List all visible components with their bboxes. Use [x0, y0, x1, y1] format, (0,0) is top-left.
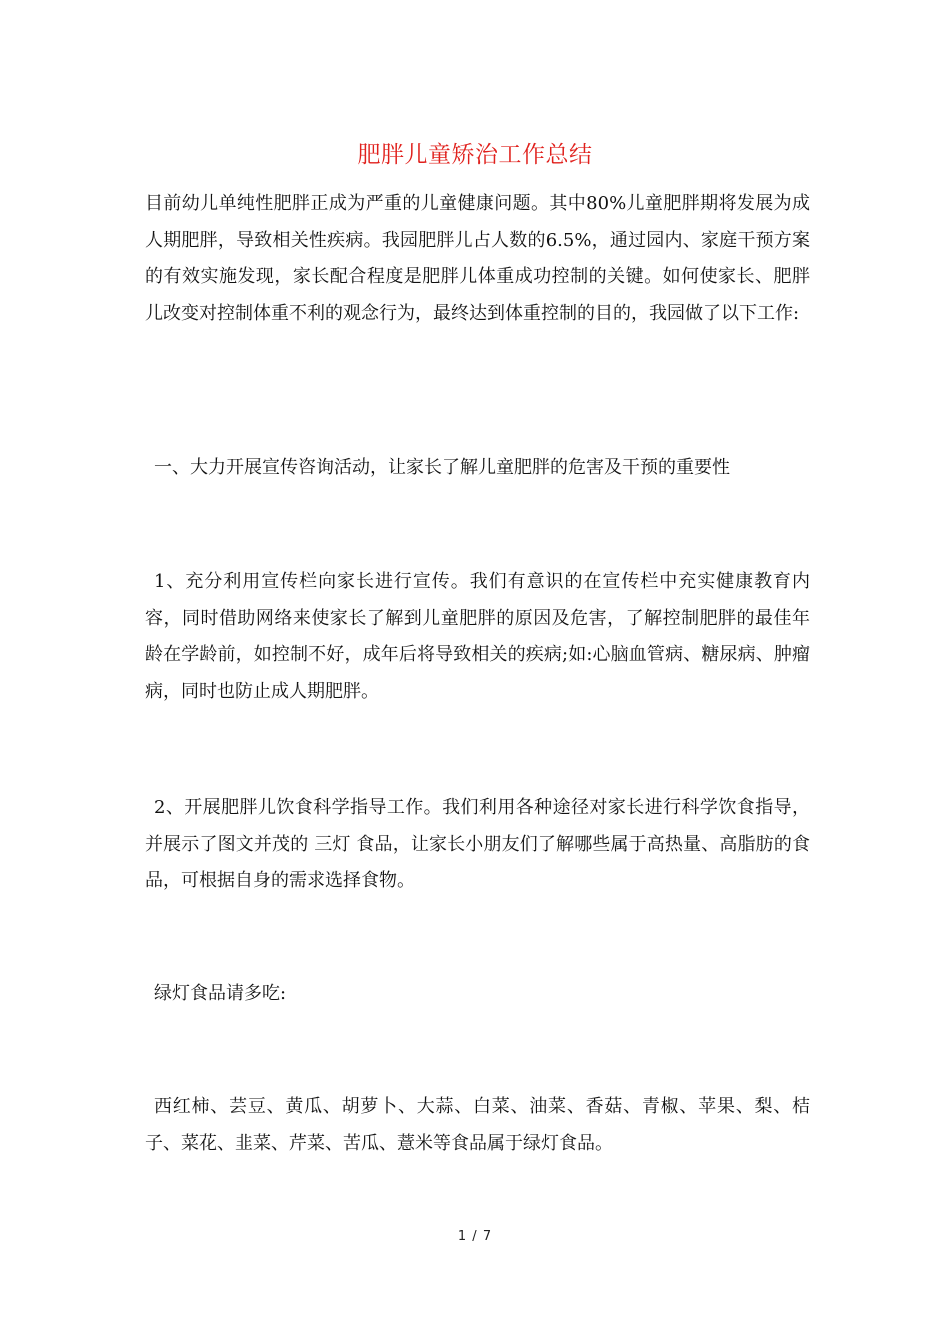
section-heading: 一、大力开展宣传咨询活动，让家长了解儿童肥胖的危害及干预的重要性: [154, 457, 730, 478]
paragraph-item-2: 2、开展肥胖儿饮食科学指导工作。我们利用各种途径对家长进行科学饮食指导，并展示了图文并茂的 三灯 食品，让家长小朋友们了解哪些属于高热量、高脂肪的食品，可根据自身的需求选择食物。: [145, 797, 810, 891]
paragraph-item-1: 1、充分利用宣传栏向家长进行宣传。我们有意识的在宣传栏中充实健康教育内容，同时借助网络来使家长了解到儿童肥胖的原因及危害，了解控制肥胖的最佳年龄在学龄前，如控制不好，成年后将导致相关的疾病;如:心脑血管病、糖尿病、肿瘤病，同时也防止成人期肥胖。: [145, 571, 810, 702]
green-light-heading: 绿灯食品请多吃:: [154, 983, 287, 1004]
document-title: 肥胖儿童矫治工作总结: [357, 142, 593, 168]
green-light-food-list: 西红柿、芸豆、黄瓜、胡萝卜、大蒜、白菜、油菜、香菇、青椒、苹果、梨、桔子、菜花、韭菜、芹菜、苦瓜、薏米等食品属于绿灯食品。: [145, 1096, 810, 1154]
page-number: 1 / 7: [457, 1229, 493, 1244]
intro-paragraph: 目前幼儿单纯性肥胖正成为严重的儿童健康问题。其中80%儿童肥胖期将发展为成人期肥胖，导致相关性疾病。我园肥胖儿占人数的6.5%，通过园内、家庭干预方案的有效实施发现，家长配合程度是肥胖儿体重成功控制的关键。如何使家长、肥胖儿改变对控制体重不利的观念行为，最终达到体重控制的目的，我园做了以下工作:: [145, 193, 810, 324]
